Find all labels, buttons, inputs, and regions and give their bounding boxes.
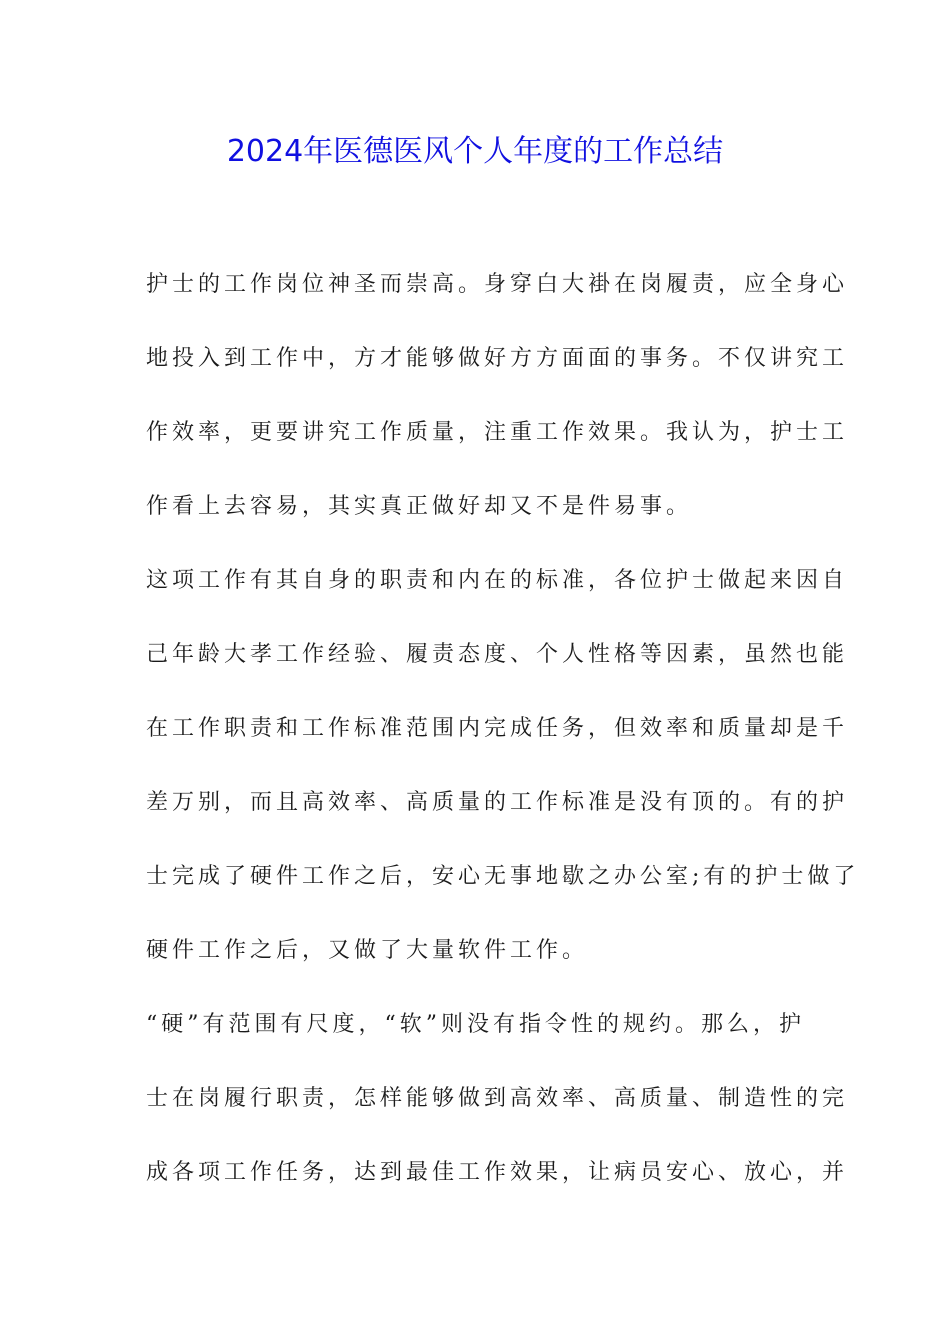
body-line: 作看上去容易，其实真正做好却又不是件易事。 <box>146 494 693 519</box>
body-line: 成各项工作任务，达到最佳工作效果，让病员安心、放心，并 <box>146 1160 849 1185</box>
document-title: 2024年医德医风个人年度的工作总结 <box>226 134 724 169</box>
body-line: 在工作职责和工作标准范围内完成任务，但效率和质量却是千 <box>146 716 849 741</box>
document-body <box>146 260 860 1222</box>
body-line: “硬”有范围有尺度，“软”则没有指令性的规约。那么，护 <box>146 1012 805 1037</box>
body-line: 士完成了硬件工作之后，安心无事地歇之办公室;有的护士做了 <box>146 864 860 889</box>
body-line: 作效率，更要讲究工作质量，注重工作效果。我认为，护士工 <box>146 420 849 445</box>
body-line: 这项工作有其自身的职责和内在的标准，各位护士做起来因自 <box>146 568 849 593</box>
body-line: 士在岗履行职责，怎样能够做到高效率、高质量、制造性的完 <box>146 1086 849 1111</box>
body-line: 己年龄大孝工作经验、履责态度、个人性格等因素，虽然也能 <box>146 642 849 667</box>
body-line: 地投入到工作中，方才能够做好方方面面的事务。不仅讲究工 <box>146 346 849 371</box>
body-line: 硬件工作之后，又做了大量软件工作。 <box>146 938 589 963</box>
body-line: 护士的工作岗位神圣而崇高。身穿白大褂在岗履责，应全身心 <box>146 272 849 297</box>
body-line: 差万别，而且高效率、高质量的工作标准是没有顶的。有的护 <box>146 790 849 815</box>
